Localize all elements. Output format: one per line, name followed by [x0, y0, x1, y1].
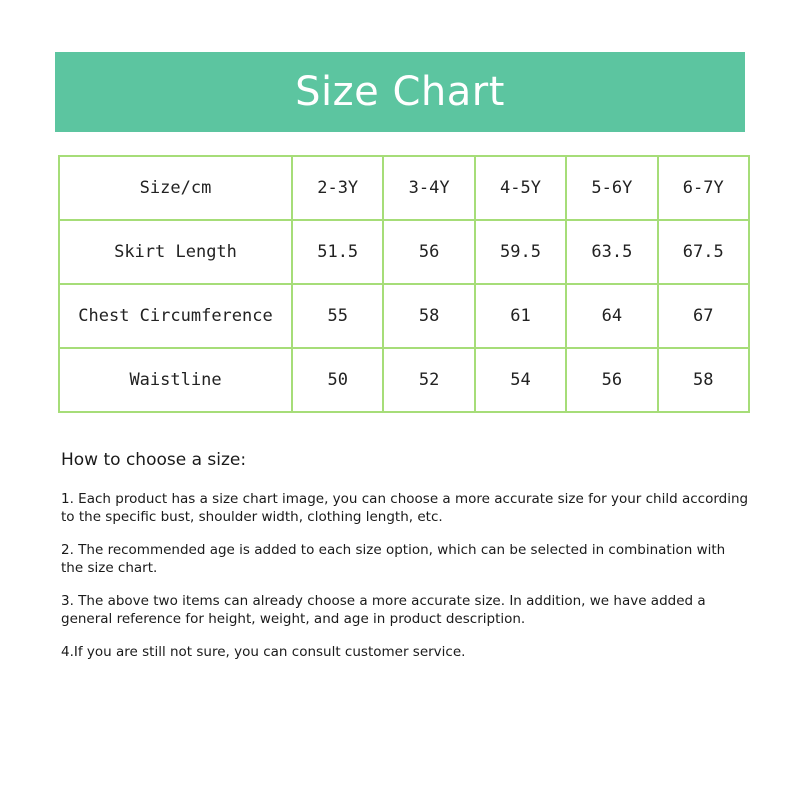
guide-item: 2. The recommended age is added to each size option, which can be selected in combination with the size chart. [61, 542, 726, 576]
table-cell: 64 [566, 284, 657, 348]
table-cell: 61 [475, 284, 566, 348]
table-cell: 56 [566, 348, 657, 412]
table-cell: Size/cm [59, 156, 292, 220]
table-cell: Skirt Length [59, 220, 292, 284]
table-cell: Waistline [59, 348, 292, 412]
table-cell: 54 [475, 348, 566, 412]
table-cell: 2-3Y [292, 156, 383, 220]
page-title: Size Chart [295, 69, 505, 115]
table-cell: 55 [292, 284, 383, 348]
table-cell: 56 [383, 220, 474, 284]
table-cell: 5-6Y [566, 156, 657, 220]
guide-heading: How to choose a size: [61, 450, 247, 470]
table-cell: 67.5 [658, 220, 749, 284]
table-cell: 4-5Y [475, 156, 566, 220]
table-cell: 67 [658, 284, 749, 348]
table-cell: 52 [383, 348, 474, 412]
size-table [58, 155, 750, 413]
table-cell: 59.5 [475, 220, 566, 284]
table-cell: Chest Circumference [59, 284, 292, 348]
table-cell: 58 [658, 348, 749, 412]
table-row [59, 220, 749, 284]
guide-item: 4.If you are still not sure, you can consult customer service. [61, 644, 466, 660]
table-cell: 3-4Y [383, 156, 474, 220]
size-guide [61, 450, 751, 676]
table-cell: 63.5 [566, 220, 657, 284]
table-row [59, 348, 749, 412]
table-cell: 50 [292, 348, 383, 412]
table-row [59, 284, 749, 348]
guide-item: 3. The above two items can already choose a more accurate size. In addition, we have added a general reference for height, weight, and age in product description. [61, 593, 706, 627]
size-chart-banner [55, 52, 745, 132]
guide-item: 1. Each product has a size chart image, you can choose a more accurate size for your child according to the specific bust, shoulder width, clothing length, etc. [61, 491, 749, 525]
table-cell: 51.5 [292, 220, 383, 284]
table-header-row [59, 156, 749, 220]
table-cell: 6-7Y [658, 156, 749, 220]
table-cell: 58 [383, 284, 474, 348]
